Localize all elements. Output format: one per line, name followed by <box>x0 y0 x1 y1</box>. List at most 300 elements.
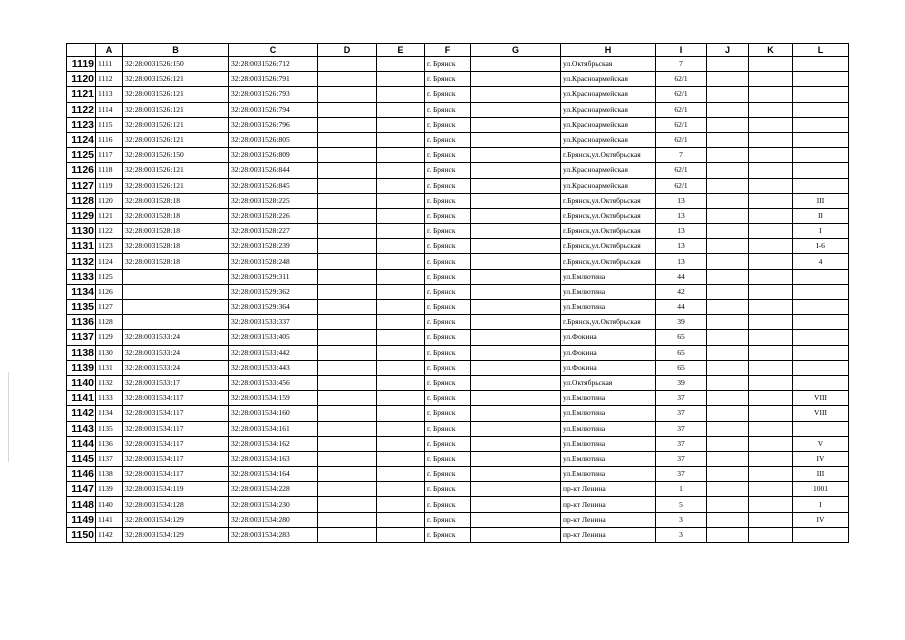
row-number[interactable]: 1139 <box>67 360 96 375</box>
cell-c[interactable]: 32:28:0031526:794 <box>229 102 318 117</box>
cell-l[interactable] <box>793 375 849 390</box>
cell-l[interactable]: I <box>793 497 849 512</box>
cell-l[interactable] <box>793 87 849 102</box>
cell-g[interactable] <box>471 300 561 315</box>
cell-c[interactable]: 32:28:0031526:796 <box>229 117 318 132</box>
cell-i[interactable]: 5 <box>656 497 707 512</box>
cell-c[interactable]: 32:28:0031528:239 <box>229 239 318 254</box>
cell-e[interactable] <box>377 527 425 542</box>
cell-j[interactable] <box>707 224 749 239</box>
row-number[interactable]: 1124 <box>67 132 96 147</box>
cell-f[interactable]: г. Брянск <box>425 512 471 527</box>
cell-g[interactable] <box>471 497 561 512</box>
cell-h[interactable]: ул.Емлютина <box>561 421 656 436</box>
cell-i[interactable]: 3 <box>656 512 707 527</box>
cell-g[interactable] <box>471 254 561 269</box>
cell-j[interactable] <box>707 360 749 375</box>
cell-k[interactable] <box>749 284 793 299</box>
cell-c[interactable]: 32:28:0031528:226 <box>229 208 318 223</box>
cell-i[interactable]: 7 <box>656 148 707 163</box>
cell-f[interactable]: г. Брянск <box>425 269 471 284</box>
row-number[interactable]: 1149 <box>67 512 96 527</box>
row-number[interactable]: 1138 <box>67 345 96 360</box>
cell-l[interactable] <box>793 163 849 178</box>
cell-h[interactable]: ул.Емлютина <box>561 467 656 482</box>
cell-a[interactable]: 1117 <box>96 148 123 163</box>
cell-e[interactable] <box>377 117 425 132</box>
cell-f[interactable]: г. Брянск <box>425 72 471 87</box>
cell-b[interactable]: 32:28:0031526:121 <box>123 72 229 87</box>
cell-b[interactable]: 32:28:0031534:117 <box>123 467 229 482</box>
cell-f[interactable]: г. Брянск <box>425 406 471 421</box>
cell-e[interactable] <box>377 224 425 239</box>
cell-a[interactable]: 1132 <box>96 375 123 390</box>
cell-a[interactable]: 1120 <box>96 193 123 208</box>
cell-j[interactable] <box>707 148 749 163</box>
cell-k[interactable] <box>749 315 793 330</box>
cell-b[interactable]: 32:28:0031533:24 <box>123 360 229 375</box>
cell-d[interactable] <box>318 269 377 284</box>
cell-i[interactable]: 65 <box>656 360 707 375</box>
column-header-k[interactable]: K <box>749 44 793 57</box>
cell-e[interactable] <box>377 391 425 406</box>
cell-i[interactable]: 44 <box>656 269 707 284</box>
cell-i[interactable]: 1 <box>656 482 707 497</box>
cell-h[interactable]: пр-кт Ленина <box>561 497 656 512</box>
cell-b[interactable]: 32:28:0031528:18 <box>123 254 229 269</box>
cell-j[interactable] <box>707 451 749 466</box>
cell-j[interactable] <box>707 527 749 542</box>
cell-h[interactable]: ул.Красноармейская <box>561 132 656 147</box>
cell-d[interactable] <box>318 72 377 87</box>
cell-f[interactable]: г. Брянск <box>425 360 471 375</box>
cell-h[interactable]: пр-кт Ленина <box>561 512 656 527</box>
cell-g[interactable] <box>471 436 561 451</box>
cell-c[interactable]: 32:28:0031526:845 <box>229 178 318 193</box>
row-number[interactable]: 1150 <box>67 527 96 542</box>
cell-b[interactable]: 32:28:0031526:121 <box>123 178 229 193</box>
cell-c[interactable]: 32:28:0031529:364 <box>229 300 318 315</box>
cell-a[interactable]: 1115 <box>96 117 123 132</box>
cell-e[interactable] <box>377 451 425 466</box>
cell-g[interactable] <box>471 284 561 299</box>
cell-i[interactable]: 37 <box>656 467 707 482</box>
cell-b[interactable]: 32:28:0031526:150 <box>123 57 229 72</box>
cell-i[interactable]: 13 <box>656 224 707 239</box>
cell-a[interactable]: 1112 <box>96 72 123 87</box>
cell-f[interactable]: г. Брянск <box>425 148 471 163</box>
cell-a[interactable]: 1140 <box>96 497 123 512</box>
cell-b[interactable]: 32:28:0031534:129 <box>123 512 229 527</box>
cell-j[interactable] <box>707 254 749 269</box>
cell-j[interactable] <box>707 436 749 451</box>
cell-b[interactable]: 32:28:0031526:121 <box>123 87 229 102</box>
row-number[interactable]: 1142 <box>67 406 96 421</box>
row-number[interactable]: 1120 <box>67 72 96 87</box>
cell-i[interactable]: 42 <box>656 284 707 299</box>
cell-i[interactable]: 62/1 <box>656 163 707 178</box>
column-header-l[interactable]: L <box>793 44 849 57</box>
cell-g[interactable] <box>471 193 561 208</box>
cell-l[interactable]: VIII <box>793 391 849 406</box>
cell-d[interactable] <box>318 57 377 72</box>
cell-c[interactable]: 32:28:0031526:791 <box>229 72 318 87</box>
cell-f[interactable]: г. Брянск <box>425 300 471 315</box>
cell-a[interactable]: 1133 <box>96 391 123 406</box>
cell-k[interactable] <box>749 406 793 421</box>
cell-d[interactable] <box>318 330 377 345</box>
cell-d[interactable] <box>318 163 377 178</box>
row-number[interactable]: 1128 <box>67 193 96 208</box>
cell-h[interactable]: г.Брянск,ул.Октябрьская <box>561 239 656 254</box>
cell-j[interactable] <box>707 57 749 72</box>
cell-k[interactable] <box>749 300 793 315</box>
cell-j[interactable] <box>707 102 749 117</box>
cell-k[interactable] <box>749 482 793 497</box>
cell-l[interactable] <box>793 330 849 345</box>
column-header-j[interactable]: J <box>707 44 749 57</box>
cell-i[interactable]: 39 <box>656 315 707 330</box>
cell-b[interactable]: 32:28:0031533:17 <box>123 375 229 390</box>
cell-b[interactable]: 32:28:0031528:18 <box>123 208 229 223</box>
cell-h[interactable]: ул.Красноармейская <box>561 102 656 117</box>
cell-g[interactable] <box>471 178 561 193</box>
cell-b[interactable]: 32:28:0031528:18 <box>123 193 229 208</box>
cell-a[interactable]: 1121 <box>96 208 123 223</box>
cell-e[interactable] <box>377 421 425 436</box>
cell-d[interactable] <box>318 360 377 375</box>
cell-g[interactable] <box>471 527 561 542</box>
cell-h[interactable]: пр-кт Ленина <box>561 482 656 497</box>
cell-f[interactable]: г. Брянск <box>425 315 471 330</box>
cell-k[interactable] <box>749 132 793 147</box>
cell-i[interactable]: 13 <box>656 239 707 254</box>
cell-j[interactable] <box>707 315 749 330</box>
cell-k[interactable] <box>749 391 793 406</box>
cell-g[interactable] <box>471 224 561 239</box>
cell-c[interactable]: 32:28:0031533:442 <box>229 345 318 360</box>
cell-g[interactable] <box>471 208 561 223</box>
column-header-i[interactable]: I <box>656 44 707 57</box>
cell-d[interactable] <box>318 300 377 315</box>
cell-i[interactable]: 37 <box>656 406 707 421</box>
cell-g[interactable] <box>471 72 561 87</box>
cell-g[interactable] <box>471 451 561 466</box>
cell-a[interactable]: 1138 <box>96 467 123 482</box>
row-number[interactable]: 1146 <box>67 467 96 482</box>
cell-g[interactable] <box>471 315 561 330</box>
cell-b[interactable]: 32:28:0031526:121 <box>123 102 229 117</box>
cell-f[interactable]: г. Брянск <box>425 497 471 512</box>
cell-b[interactable]: 32:28:0031526:121 <box>123 117 229 132</box>
cell-h[interactable]: ул.Красноармейская <box>561 163 656 178</box>
cell-f[interactable]: г. Брянск <box>425 345 471 360</box>
cell-b[interactable]: 32:28:0031528:18 <box>123 239 229 254</box>
cell-b[interactable]: 32:28:0031534:117 <box>123 451 229 466</box>
cell-i[interactable]: 62/1 <box>656 132 707 147</box>
cell-d[interactable] <box>318 497 377 512</box>
cell-e[interactable] <box>377 300 425 315</box>
cell-c[interactable]: 32:28:0031529:311 <box>229 269 318 284</box>
cell-k[interactable] <box>749 421 793 436</box>
cell-a[interactable]: 1119 <box>96 178 123 193</box>
column-header-a[interactable]: A <box>96 44 123 57</box>
column-header-f[interactable]: F <box>425 44 471 57</box>
cell-c[interactable]: 32:28:0031534:162 <box>229 436 318 451</box>
cell-i[interactable]: 62/1 <box>656 72 707 87</box>
cell-a[interactable]: 1122 <box>96 224 123 239</box>
cell-j[interactable] <box>707 345 749 360</box>
row-number[interactable]: 1134 <box>67 284 96 299</box>
cell-h[interactable]: г.Брянск,ул.Октябрьская <box>561 193 656 208</box>
row-number[interactable]: 1127 <box>67 178 96 193</box>
cell-e[interactable] <box>377 193 425 208</box>
cell-b[interactable]: 32:28:0031526:121 <box>123 132 229 147</box>
cell-g[interactable] <box>471 102 561 117</box>
cell-f[interactable]: г. Брянск <box>425 102 471 117</box>
row-number[interactable]: 1143 <box>67 421 96 436</box>
row-number[interactable]: 1126 <box>67 163 96 178</box>
cell-c[interactable]: 32:28:0031526:844 <box>229 163 318 178</box>
cell-h[interactable]: пр-кт Ленина <box>561 527 656 542</box>
cell-c[interactable]: 32:28:0031534:230 <box>229 497 318 512</box>
cell-g[interactable] <box>471 148 561 163</box>
cell-g[interactable] <box>471 482 561 497</box>
cell-l[interactable] <box>793 269 849 284</box>
cell-l[interactable]: 1001 <box>793 482 849 497</box>
row-number[interactable]: 1135 <box>67 300 96 315</box>
cell-e[interactable] <box>377 87 425 102</box>
cell-f[interactable]: г. Брянск <box>425 436 471 451</box>
cell-e[interactable] <box>377 436 425 451</box>
cell-l[interactable] <box>793 72 849 87</box>
cell-a[interactable]: 1113 <box>96 87 123 102</box>
cell-a[interactable]: 1114 <box>96 102 123 117</box>
cell-g[interactable] <box>471 421 561 436</box>
row-number[interactable]: 1144 <box>67 436 96 451</box>
cell-h[interactable]: г.Брянск,ул.Октябрьская <box>561 224 656 239</box>
cell-b[interactable]: 32:28:0031534:117 <box>123 406 229 421</box>
cell-l[interactable] <box>793 345 849 360</box>
cell-e[interactable] <box>377 239 425 254</box>
cell-k[interactable] <box>749 512 793 527</box>
cell-i[interactable]: 13 <box>656 193 707 208</box>
row-number[interactable]: 1122 <box>67 102 96 117</box>
cell-l[interactable]: I-6 <box>793 239 849 254</box>
cell-h[interactable]: ул.Емлютина <box>561 269 656 284</box>
cell-h[interactable]: ул.Октябрьская <box>561 375 656 390</box>
column-header-d[interactable]: D <box>318 44 377 57</box>
cell-i[interactable]: 13 <box>656 254 707 269</box>
cell-l[interactable] <box>793 421 849 436</box>
cell-i[interactable]: 37 <box>656 436 707 451</box>
cell-b[interactable]: 32:28:0031534:117 <box>123 421 229 436</box>
cell-j[interactable] <box>707 269 749 284</box>
cell-l[interactable]: IV <box>793 512 849 527</box>
cell-k[interactable] <box>749 436 793 451</box>
cell-d[interactable] <box>318 512 377 527</box>
column-header-b[interactable]: B <box>123 44 229 57</box>
cell-l[interactable] <box>793 178 849 193</box>
cell-a[interactable]: 1130 <box>96 345 123 360</box>
cell-j[interactable] <box>707 391 749 406</box>
cell-b[interactable] <box>123 284 229 299</box>
cell-b[interactable]: 32:28:0031534:117 <box>123 391 229 406</box>
cell-b[interactable]: 32:28:0031528:18 <box>123 224 229 239</box>
cell-j[interactable] <box>707 467 749 482</box>
cell-k[interactable] <box>749 178 793 193</box>
cell-e[interactable] <box>377 512 425 527</box>
cell-l[interactable] <box>793 117 849 132</box>
cell-f[interactable]: г. Брянск <box>425 284 471 299</box>
cell-g[interactable] <box>471 360 561 375</box>
cell-e[interactable] <box>377 375 425 390</box>
cell-d[interactable] <box>318 421 377 436</box>
row-number[interactable]: 1133 <box>67 269 96 284</box>
cell-h[interactable]: ул.Красноармейская <box>561 87 656 102</box>
cell-l[interactable] <box>793 57 849 72</box>
cell-a[interactable]: 1125 <box>96 269 123 284</box>
cell-g[interactable] <box>471 406 561 421</box>
cell-i[interactable]: 62/1 <box>656 102 707 117</box>
cell-c[interactable]: 32:28:0031534:160 <box>229 406 318 421</box>
cell-e[interactable] <box>377 284 425 299</box>
cell-k[interactable] <box>749 269 793 284</box>
cell-b[interactable]: 32:28:0031526:121 <box>123 163 229 178</box>
cell-d[interactable] <box>318 467 377 482</box>
cell-a[interactable]: 1118 <box>96 163 123 178</box>
cell-k[interactable] <box>749 117 793 132</box>
cell-h[interactable]: ул.Фокина <box>561 345 656 360</box>
cell-l[interactable]: VIII <box>793 406 849 421</box>
cell-f[interactable]: г. Брянск <box>425 467 471 482</box>
cell-b[interactable]: 32:28:0031534:129 <box>123 527 229 542</box>
cell-h[interactable]: ул.Фокина <box>561 330 656 345</box>
cell-k[interactable] <box>749 467 793 482</box>
cell-i[interactable]: 37 <box>656 391 707 406</box>
cell-e[interactable] <box>377 132 425 147</box>
cell-l[interactable]: I <box>793 224 849 239</box>
cell-e[interactable] <box>377 482 425 497</box>
cell-j[interactable] <box>707 72 749 87</box>
cell-l[interactable]: V <box>793 436 849 451</box>
cell-f[interactable]: г. Брянск <box>425 330 471 345</box>
cell-l[interactable] <box>793 102 849 117</box>
cell-k[interactable] <box>749 87 793 102</box>
cell-e[interactable] <box>377 57 425 72</box>
cell-g[interactable] <box>471 375 561 390</box>
cell-l[interactable] <box>793 284 849 299</box>
cell-d[interactable] <box>318 406 377 421</box>
cell-a[interactable]: 1136 <box>96 436 123 451</box>
cell-i[interactable]: 62/1 <box>656 178 707 193</box>
cell-k[interactable] <box>749 451 793 466</box>
row-number[interactable]: 1140 <box>67 375 96 390</box>
row-number[interactable]: 1123 <box>67 117 96 132</box>
cell-b[interactable]: 32:28:0031533:24 <box>123 345 229 360</box>
cell-h[interactable]: г.Брянск,ул.Октябрьская <box>561 315 656 330</box>
cell-c[interactable]: 32:28:0031533:443 <box>229 360 318 375</box>
column-header-g[interactable]: G <box>471 44 561 57</box>
cell-c[interactable]: 32:28:0031533:337 <box>229 315 318 330</box>
cell-g[interactable] <box>471 57 561 72</box>
cell-c[interactable]: 32:28:0031528:248 <box>229 254 318 269</box>
column-header-h[interactable]: H <box>561 44 656 57</box>
cell-f[interactable]: г. Брянск <box>425 117 471 132</box>
row-number[interactable]: 1129 <box>67 208 96 223</box>
cell-l[interactable] <box>793 315 849 330</box>
cell-f[interactable]: г. Брянск <box>425 375 471 390</box>
cell-a[interactable]: 1141 <box>96 512 123 527</box>
cell-a[interactable]: 1139 <box>96 482 123 497</box>
cell-g[interactable] <box>471 269 561 284</box>
cell-f[interactable]: г. Брянск <box>425 132 471 147</box>
cell-c[interactable]: 32:28:0031526:712 <box>229 57 318 72</box>
cell-j[interactable] <box>707 193 749 208</box>
cell-f[interactable]: г. Брянск <box>425 57 471 72</box>
cell-j[interactable] <box>707 284 749 299</box>
cell-e[interactable] <box>377 467 425 482</box>
corner-cell[interactable] <box>67 44 96 57</box>
cell-k[interactable] <box>749 239 793 254</box>
cell-i[interactable]: 44 <box>656 300 707 315</box>
cell-c[interactable]: 32:28:0031534:159 <box>229 391 318 406</box>
cell-a[interactable]: 1116 <box>96 132 123 147</box>
cell-k[interactable] <box>749 527 793 542</box>
cell-e[interactable] <box>377 148 425 163</box>
cell-f[interactable]: г. Брянск <box>425 254 471 269</box>
cell-j[interactable] <box>707 117 749 132</box>
cell-a[interactable]: 1142 <box>96 527 123 542</box>
cell-d[interactable] <box>318 87 377 102</box>
cell-h[interactable]: ул.Красноармейская <box>561 178 656 193</box>
cell-j[interactable] <box>707 163 749 178</box>
cell-j[interactable] <box>707 512 749 527</box>
row-number[interactable]: 1119 <box>67 57 96 72</box>
cell-g[interactable] <box>471 391 561 406</box>
cell-k[interactable] <box>749 193 793 208</box>
cell-e[interactable] <box>377 406 425 421</box>
cell-b[interactable] <box>123 269 229 284</box>
cell-l[interactable]: 4 <box>793 254 849 269</box>
cell-k[interactable] <box>749 163 793 178</box>
row-number[interactable]: 1136 <box>67 315 96 330</box>
cell-l[interactable] <box>793 527 849 542</box>
cell-b[interactable]: 32:28:0031534:128 <box>123 497 229 512</box>
cell-c[interactable]: 32:28:0031529:362 <box>229 284 318 299</box>
cell-a[interactable]: 1135 <box>96 421 123 436</box>
cell-i[interactable]: 3 <box>656 527 707 542</box>
cell-l[interactable] <box>793 132 849 147</box>
cell-h[interactable]: ул.Красноармейская <box>561 117 656 132</box>
cell-i[interactable]: 65 <box>656 345 707 360</box>
cell-k[interactable] <box>749 497 793 512</box>
column-header-c[interactable]: C <box>229 44 318 57</box>
cell-a[interactable]: 1129 <box>96 330 123 345</box>
cell-i[interactable]: 65 <box>656 330 707 345</box>
cell-k[interactable] <box>749 148 793 163</box>
cell-d[interactable] <box>318 208 377 223</box>
cell-h[interactable]: ул.Емлютина <box>561 406 656 421</box>
row-number[interactable]: 1121 <box>67 87 96 102</box>
cell-h[interactable]: г.Брянск,ул.Октябрьская <box>561 148 656 163</box>
cell-d[interactable] <box>318 117 377 132</box>
cell-g[interactable] <box>471 163 561 178</box>
cell-l[interactable]: II <box>793 208 849 223</box>
cell-c[interactable]: 32:28:0031534:228 <box>229 482 318 497</box>
cell-d[interactable] <box>318 193 377 208</box>
cell-l[interactable]: IV <box>793 451 849 466</box>
